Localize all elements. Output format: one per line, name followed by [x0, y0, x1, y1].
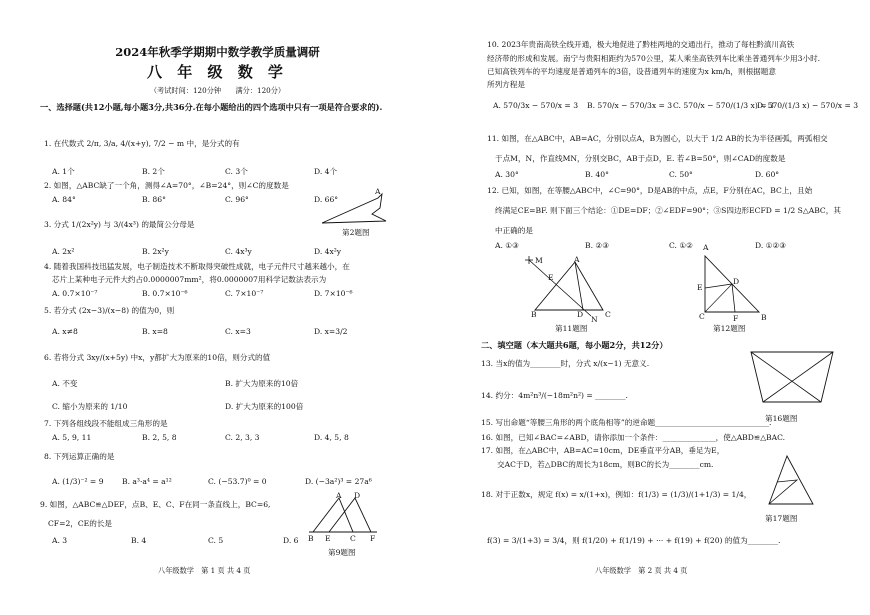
q2-option-a: A. 84°	[52, 195, 76, 204]
q4-option-c: C. 7×10⁻⁷	[225, 289, 264, 298]
q9-point-c: C	[350, 534, 356, 543]
q16-figure	[747, 346, 837, 412]
question-12-line-2: 终满足CE=BF. 则下面三个结论：①DE=DF；②∠EDF=90°；③S四边形ECFD = 1/2 S△ABC，其	[495, 206, 841, 215]
q12-option-c: C. ①②	[669, 241, 693, 250]
q6-option-c: C. 缩小为原来的 1/10	[52, 402, 128, 411]
q2-option-b: B. 86°	[142, 195, 166, 204]
q12-option-d: D. ①②③	[755, 241, 787, 250]
question-10-line-2: 经济带的形成和发展。南宁与贵阳相距约为570公里，某人乘坐高铁列车比乘坐普通列车少用3小时.	[487, 54, 821, 63]
q11-option-b: B. 40°	[585, 170, 609, 179]
q9-point-a: A	[336, 491, 342, 500]
q9-point-d: D	[354, 491, 361, 500]
q1-option-d: D. 4个	[314, 167, 338, 176]
q12-point-b: B	[761, 313, 767, 322]
question-8-stem: 8. 下列运算正确的是	[44, 452, 115, 461]
q6-option-a: A. 不变	[52, 379, 78, 388]
question-4-line-1: 4. 随着我国科技迅猛发展，电子制造技术不断取得突破性成就，电子元件尺寸越来越小，在	[44, 262, 350, 271]
q10-option-a: A. 570/3x − 570/x = 3	[493, 101, 579, 110]
q8-option-b: B. a³·a⁴ = a¹²	[122, 477, 172, 486]
q12-option-b: B. ②③	[585, 241, 610, 250]
section-1-title: 一、选择题(共12小题,每小题3分,共36分.在每小题给出的四个选项中只有一项是符合要求的).	[40, 102, 383, 112]
q12-point-e: E	[697, 283, 703, 292]
q9-point-f: F	[370, 534, 376, 543]
q12-option-a: A. ①③	[495, 241, 519, 250]
q12-point-f: F	[733, 314, 739, 323]
question-10-line-1: 10. 2023年贵南高铁全线开通，极大地促进了黔桂两地的交通出行，推动了每柱黔滇川高铁	[487, 40, 795, 49]
q4-option-a: A. 0.7×10⁻⁷	[52, 289, 98, 298]
question-11-line-2: 于点M，N，作直线MN，分别交BC，AB于点D，E. 若∠B=50°，则∠CAD的度数是	[495, 154, 786, 163]
exam-title: 2024年秋季学期期中数学教学质量调研	[115, 45, 320, 59]
question-1-stem: 1. 在代数式 2/π, 3/a, 4/(x+y), 7/2 − m 中，是分式的有	[44, 139, 240, 148]
question-12-line-3: 中正确的是	[495, 226, 533, 235]
question-9-line-1: 9. 如图，△ABC≌△DEF，点B、E、C、F在同一条直线上，BC=6,	[40, 500, 271, 509]
q2-figure	[320, 188, 400, 228]
question-12-line-1: 12. 已知，如图，在等腰△ABC中，∠C=90°，D是AB的中点，点E，F分别在AC，BC上，且始	[487, 186, 813, 195]
q6-option-b: B. 扩大为原来的10倍	[225, 379, 299, 388]
q11-figure-label: 第11题图	[555, 324, 588, 333]
q9-option-c: C. 5	[208, 536, 224, 545]
q2-figure-label: 第2题图	[342, 228, 370, 237]
q5-option-b: B. x=8	[142, 327, 168, 336]
q7-option-a: A. 5, 9, 11	[52, 433, 92, 442]
q9-option-b: B. 4	[131, 536, 147, 545]
question-15: 15. 写出命题“等腰三角形的两个底角相等”的逆命题______________________________.	[481, 418, 772, 427]
q8-option-c: C. (−53.7)⁰ = 0	[208, 477, 267, 486]
question-17-line-1: 17. 如图，在△ABC中，AB=AC=10cm，DE垂直平分AB，垂足为E，	[481, 446, 725, 455]
question-11-line-1: 11. 如图，在△ABC中，AB=AC，分别以点A，B为圆心，以大于 1/2 AB的长为半径画弧，两弧相交	[487, 134, 828, 143]
q5-option-c: C. x=3	[225, 327, 251, 336]
q3-option-a: A. 2x²	[52, 247, 75, 256]
question-4-line-2: 芯片上某种电子元件大约占0.0000007mm²，将0.0000007用科学记数法表示为	[52, 275, 327, 284]
q11-point-n: N	[591, 315, 598, 324]
question-7-stem: 7. 下列各组线段不能组成三角形的是	[44, 419, 168, 428]
question-16: 16. 如图，已知∠BAC=∠ABD，请你添加一个条件：______________，使△ABD≌△BAC.	[481, 433, 786, 442]
question-6-stem: 6. 若将分式 3xy/(x+5y) 中x，y都扩大为原来的10倍，则分式的值	[44, 353, 271, 362]
q11-option-d: D. 60°	[755, 170, 780, 179]
q3-option-b: B. 2x²y	[142, 247, 169, 256]
q7-option-b: B. 2, 5, 8	[142, 433, 177, 442]
q9-option-a: A. 3	[52, 536, 68, 545]
q10-option-d: D. 570/(1/3 x) − 570/x = 3	[757, 101, 859, 110]
q9-point-e: E	[325, 534, 331, 543]
question-3-stem: 3. 分式 1/(2x²y) 与 3/(4x³) 的最简公分母是	[44, 220, 195, 229]
q11-option-c: C. 50°	[669, 170, 693, 179]
question-2-stem: 2. 如图，△ABC缺了一个角，测得∠A=70°，∠B=24°，则∠C的度数是	[44, 181, 289, 190]
q2-figure-point-a: A	[375, 187, 381, 196]
q3-option-d: D. 4x²y	[314, 247, 342, 256]
page-1-footer: 八年级数学 第 1 页 共 4 页	[158, 566, 251, 575]
subject-title: 八 年 级 数 学	[147, 63, 288, 81]
q11-point-d: D	[577, 310, 584, 319]
exam-page-2	[435, 0, 870, 615]
question-14: 14. 约分：4m²n³/(−18m²n²) = ________.	[481, 391, 628, 400]
question-18-line-1: 18. 对于正数x，规定 f(x) = x/(1+x)，例如：f(1/3) = (1/3)/(1+1/3) = 1/4，	[481, 490, 752, 499]
q3-option-c: C. 4x³y	[225, 247, 252, 256]
q1-option-c: C. 3个	[225, 167, 248, 176]
question-10-line-3: 已知高铁列车的平均速度是普通列车的3倍，设普通列车的速度为x km/h，则根据题意	[487, 67, 776, 76]
q16-figure-label: 第16题图	[765, 414, 798, 423]
q12-point-d: D	[733, 277, 740, 286]
q6-option-d: D. 扩大为原来的100倍	[225, 402, 304, 411]
q9-option-d: D. 6	[283, 536, 299, 545]
q1-option-a: A. 1个	[52, 167, 75, 176]
q8-option-a: A. (1/3)⁻² = 9	[52, 477, 104, 486]
q17-figure-label: 第17题图	[765, 514, 798, 523]
q4-option-b: B. 0.7×10⁻⁶	[142, 289, 188, 298]
q12-point-c: C	[699, 312, 705, 321]
page-2-footer: 八年级数学 第 2 页 共 4 页	[595, 566, 688, 575]
q10-option-c: C. 570/x − 570/(1/3 x) = 3	[673, 101, 774, 110]
q1-option-b: B. 2个	[142, 167, 165, 176]
q7-option-c: C. 2, 3, 3	[225, 433, 260, 442]
q2-option-d: D. 66°	[314, 195, 339, 204]
q5-option-d: D. x=3/2	[314, 327, 348, 336]
q11-point-a: A	[574, 255, 580, 264]
question-17-line-2: 交AC于D，若△DBC的周长为18cm，则BC的长为________cm.	[497, 460, 714, 469]
q10-option-b: B. 570/x − 570/3x = 3	[587, 101, 673, 110]
question-13: 13. 当x的值为________时，分式 x/(x−1) 无意义.	[481, 359, 650, 368]
q9-figure	[305, 492, 385, 538]
q9-figure-label: 第9题图	[328, 548, 356, 557]
q4-option-d: D. 7×10⁻⁶	[314, 289, 353, 298]
question-9-line-2: CF=2，CE的长是	[48, 519, 113, 528]
q5-option-a: A. x≠8	[52, 327, 78, 336]
q11-option-a: A. 30°	[495, 170, 519, 179]
q11-point-m: M	[535, 256, 543, 265]
question-5-stem: 5. 若分式 (2x−3)/(x−8) 的值为0，则	[44, 306, 175, 315]
question-10-line-4: 所列方程是	[487, 80, 525, 89]
q11-point-c: C	[605, 310, 611, 319]
q12-figure-label: 第12题图	[713, 324, 746, 333]
q17-figure	[765, 452, 819, 510]
q11-point-e: E	[548, 273, 554, 282]
q12-figure	[697, 252, 767, 322]
q9-point-b: B	[308, 534, 314, 543]
q12-point-a: A	[703, 243, 709, 252]
q2-option-c: C. 96°	[225, 195, 249, 204]
question-18-line-2: f(3) = 3/(1+3) = 3/4，则 f(1/20) + f(1/19) + ··· + f(19) + f(20) 的值为________.	[487, 536, 781, 545]
exam-info: （考试时间：120分钟 满分：120分）	[149, 86, 286, 95]
q8-option-d: D. (−3a²)³ = 27a⁶	[305, 477, 372, 486]
section-2-title: 二、填空题（本大题共6题，每小题2分，共12分）	[481, 340, 668, 350]
q11-point-b: B	[531, 310, 537, 319]
q7-option-d: D. 4, 5, 8	[314, 433, 349, 442]
